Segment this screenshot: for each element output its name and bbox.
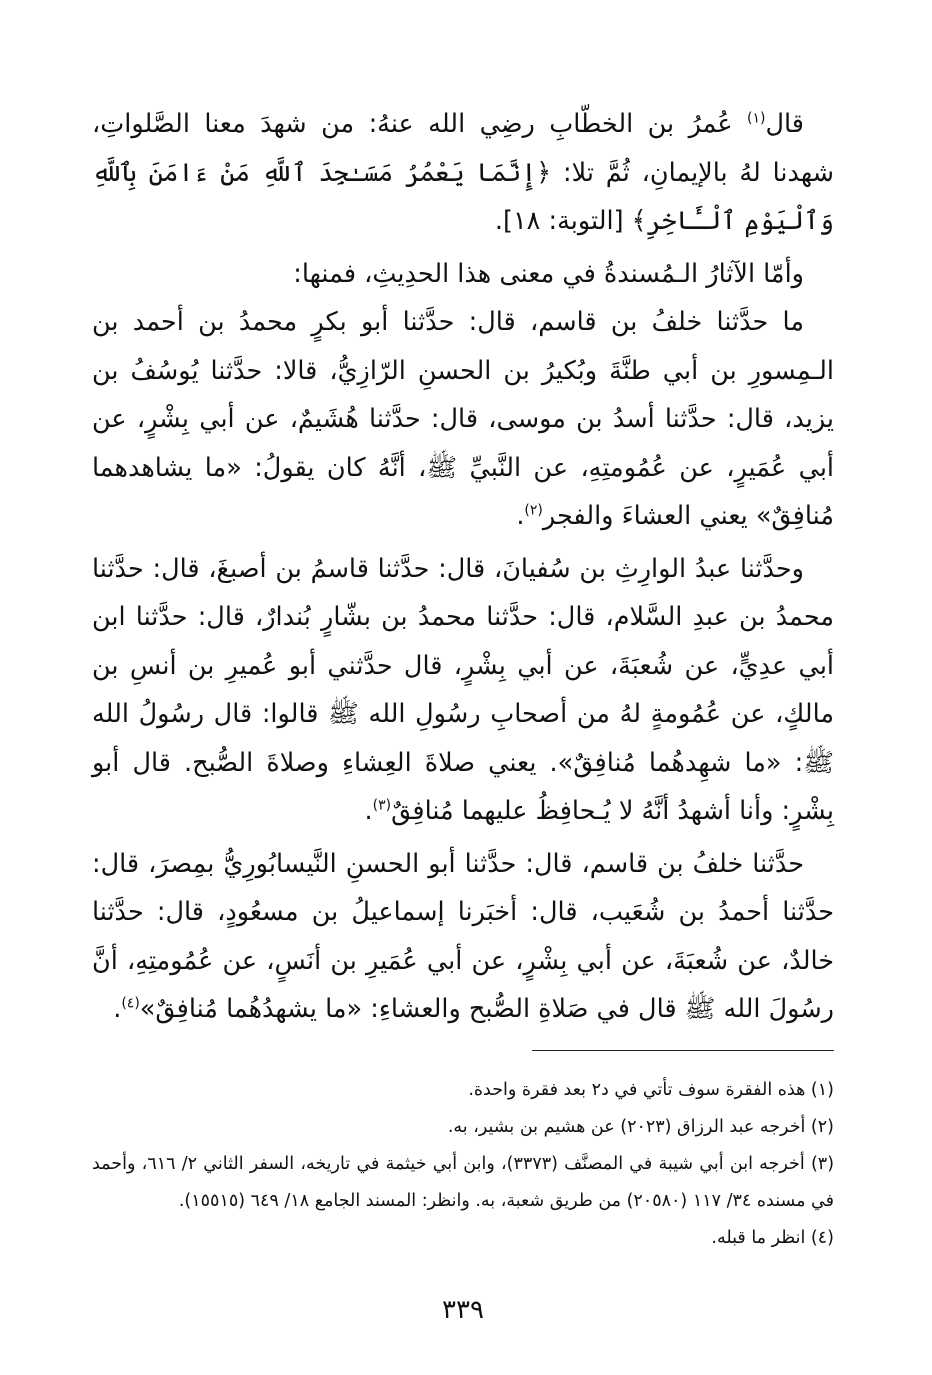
page-number: ٣٣٩ bbox=[442, 1295, 484, 1325]
footnote-3: (٣) أخرجه ابن أبي شيبة في المصنَّف (٣٣٧٣)، وابن أبي خيثمة في تاريخه، السفر الثاني ٢/ ٦١٦، وأحمد في مسنده ٣٤/ ١١٧ (٢٠٥٨٠) من طريق شعبة، به. وانظر: المسند الجامع ١٨/ ٦٤٩ (١٥٥١٥). bbox=[92, 1154, 835, 1211]
footnote-ref-3[interactable]: (٣) bbox=[372, 797, 392, 814]
paragraph-1-text: عُمرُ بن الخطّابِ رضِي الله عنهُ: من شهدَ معنا الصَّلواتِ، شهدنا لهُ بالإيمانِ، ثُمَّ تلا: bbox=[92, 109, 834, 188]
paragraph-1 bbox=[92, 100, 834, 246]
quran-verse: ﴿إِنَّمَا يَعْمُرُ مَسَـٰجِدَ ٱللَّهِ مَنْ ءَامَنَ بِٱللَّهِ وَٱلْيَوْمِ ٱلْـَٔاخِرِ﴾ bbox=[92, 157, 834, 236]
quran-reference: [التوبة: ١٨]. bbox=[494, 206, 632, 236]
paragraph-1-start: قال bbox=[765, 109, 804, 139]
footnote-1: (١) هذه الفقرة سوف تأتي في د٢ بعد فقرة واحدة. bbox=[468, 1080, 834, 1100]
footnote-ref-1[interactable]: (١) bbox=[747, 110, 766, 127]
paragraph-4-end: . bbox=[364, 796, 373, 826]
footnote-4: (٤) انظر ما قبله. bbox=[711, 1228, 834, 1248]
footnotes bbox=[92, 1072, 834, 1257]
footnote-2: (٢) أخرجه عبد الرزاق (٢٠٢٣) عن هشيم بن بشير، به. bbox=[447, 1117, 834, 1137]
footnote-ref-4[interactable]: (٤) bbox=[121, 995, 140, 1012]
paragraph-5-end: . bbox=[113, 994, 122, 1024]
paragraph-3 bbox=[92, 298, 834, 541]
paragraph-2: وأمّا الآثارُ الـمُسندةُ في معنى هذا الحدِيثِ، فمنها: bbox=[293, 258, 804, 289]
paragraph-5-text: حدَّثنا خلفُ بن قاسم، قال: حدَّثنا أبو الحسنِ النَّيسابُورِيُّ بمِصرَ، قال: حدَّثنا أحمدُ بن شُعَيب، قال: أخبَرنا إسماعيلُ بن مسعُودٍ، قال: حدَّثنا خالدٌ، عن شُعبَةَ، عن أبي بِشْرٍ، عن أبي عُمَيرِ بن أنَسٍ، عن عُمُومتِهِ، أنَّ رسُولَ الله ﷺ قال في صَلاةِ الصُّبح والعشاءِ: «ما يشهدُهُما مُنافِقٌ» bbox=[92, 848, 834, 1024]
paragraph-4-text: وحدَّثنا عبدُ الوارِثِ بن سُفيانَ، قال: حدَّثنا قاسمُ بن أصبغَ، قال: حدَّثنا محمدُ بن عبدِ السَّلام، قال: حدَّثنا محمدُ بن بشّارٍ بُندارٌ، قال: حدَّثنا ابن أبي عدِيٍّ، عن شُعبَةَ، عن أبي بِشْرٍ، قال حدَّثني أبو عُميرِ بن أنسِ بن مالكٍ، عن عُمُومةٍ لهُ من أصحابِ رسُولِ الله ﷺ قالوا: قال رسُولُ الله ﷺ: «ما شهِدهُما مُنافِقٌ». يعني صلاةَ العِشاءِ وصلاةَ الصُّبح. قال أبو بِشْرٍ: وأنا أشهدُ أنَّهُ لا يُـحافِظُ عليهما مُنافِقٌ bbox=[92, 553, 834, 826]
paragraph-3-text: ما حدَّثنا خلفُ بن قاسم، قال: حدَّثنا أبو بكرٍ محمدُ بن أحمد بن الـمِسورِ بن أبي طنَّةَ وبُكيرُ بن الحسنِ الرّازِيُّ، قالا: حدَّثنا يُوسُفُ بن يزيد، قال: حدَّثنا أسدُ بن موسى، قال: حدَّثنا هُشَيمٌ، عن أبي بِشْرٍ، عن أبي عُمَيرٍ، عن عُمُومتِهِ، عن النَّبيِّ ﷺ، أنَّهُ كان يقولُ: «ما يشاهدهما مُنافِقٌ» يعني العشاءَ والفجر bbox=[92, 307, 834, 531]
paragraph-5 bbox=[92, 840, 834, 1034]
paragraph-3-end: . bbox=[516, 501, 525, 531]
footnote-divider bbox=[532, 1050, 834, 1051]
page bbox=[92, 100, 834, 1350]
footnote-ref-2[interactable]: (٢) bbox=[524, 502, 543, 519]
main-text bbox=[92, 100, 834, 1034]
paragraph-4 bbox=[92, 545, 834, 836]
